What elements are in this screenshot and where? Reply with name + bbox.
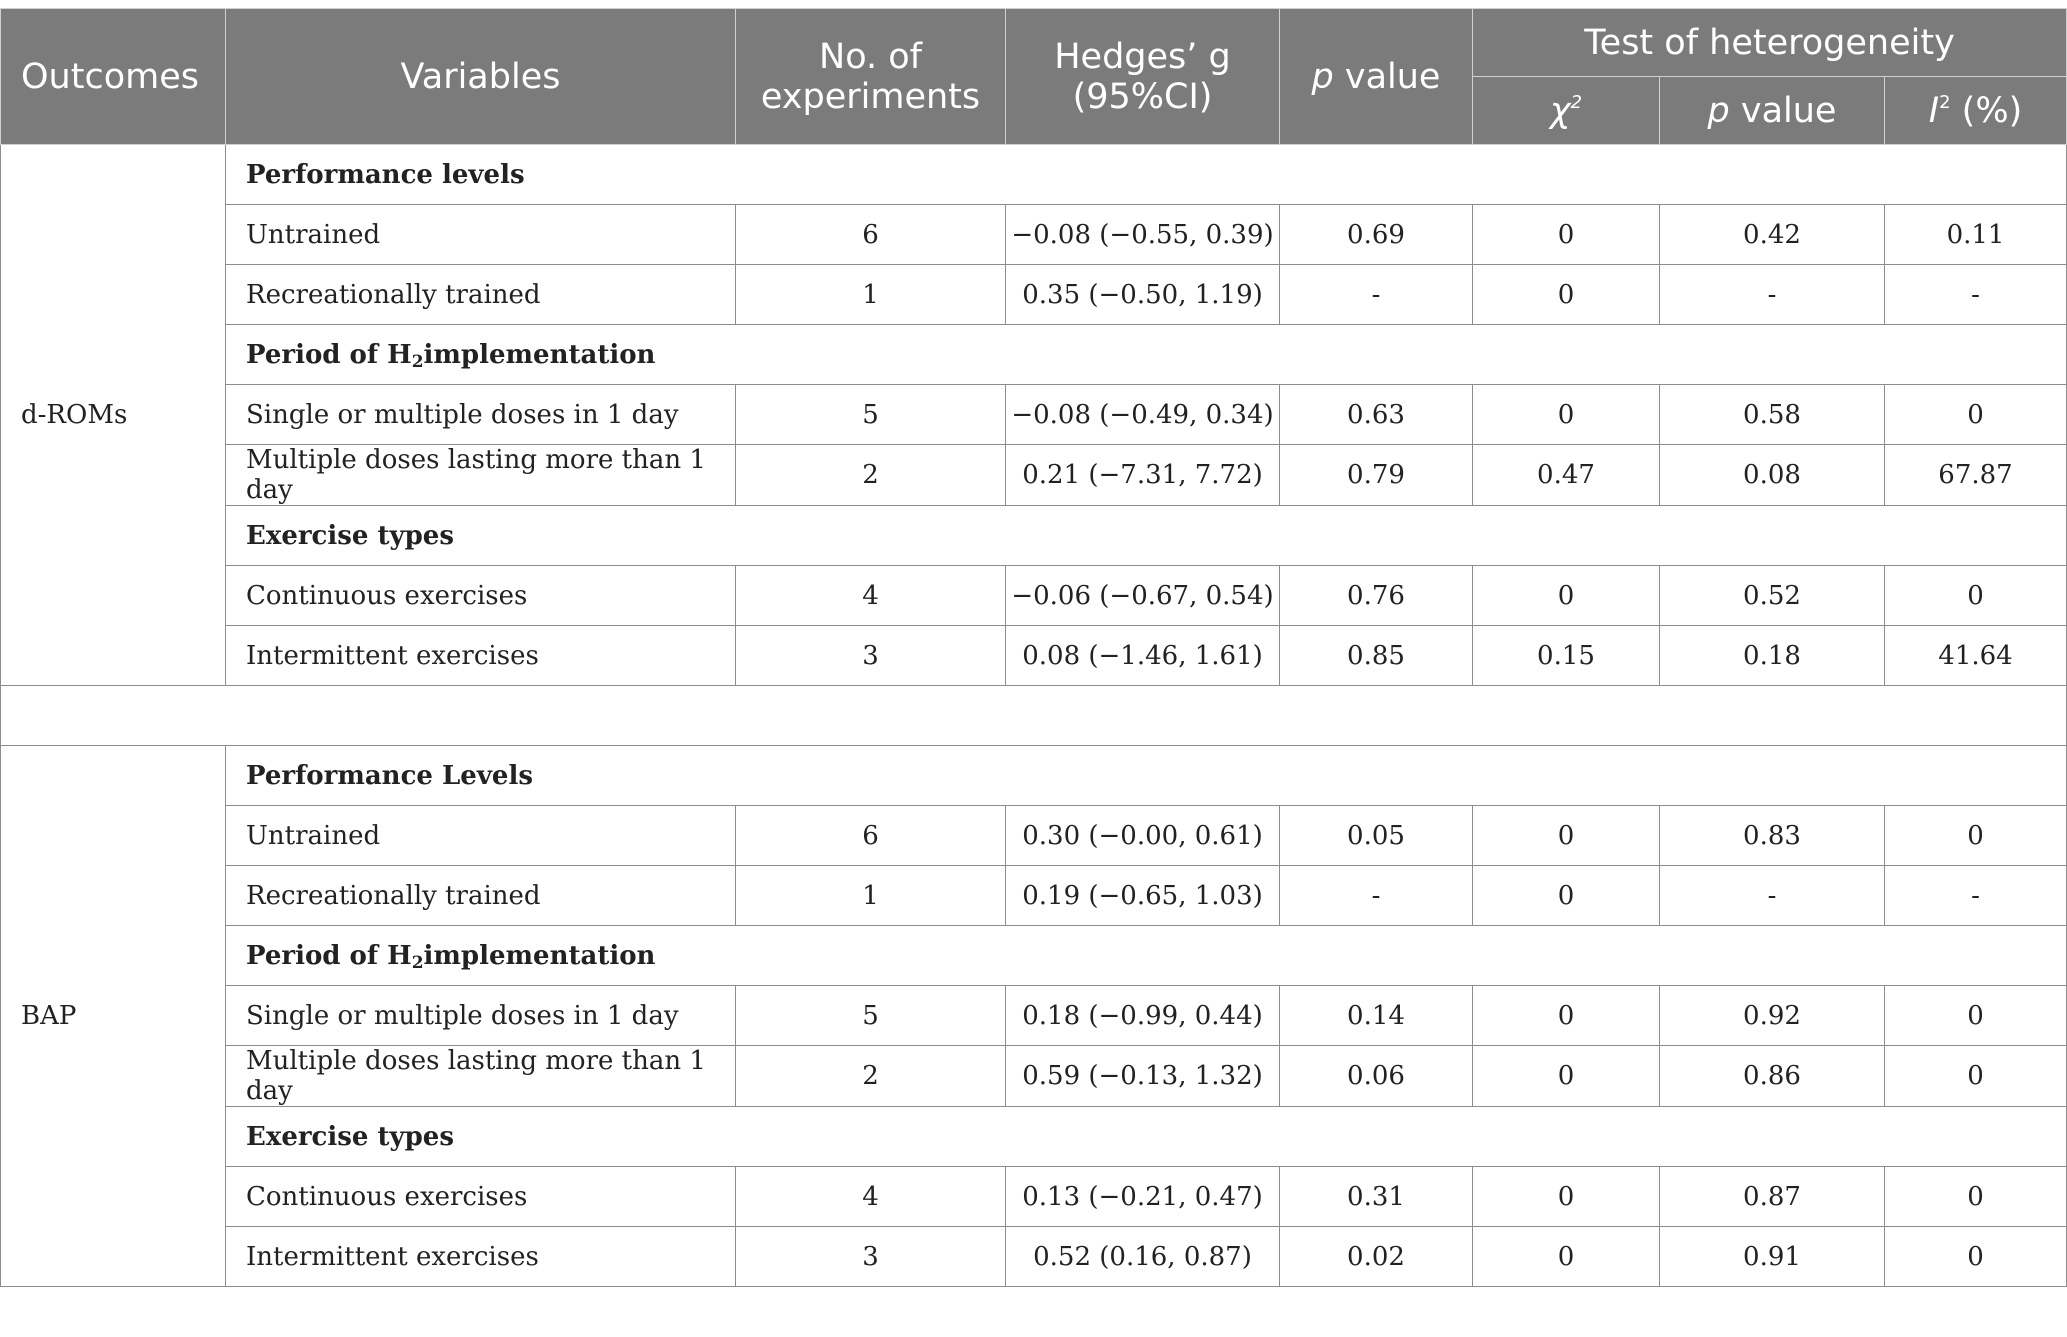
table-body — [1, 145, 2067, 1287]
header-p-suffix: value — [1333, 56, 1441, 97]
hedges-cell: 0.30 (−0.00, 0.61) — [1006, 806, 1280, 866]
header-p2-italic: p — [1707, 90, 1730, 131]
hedges-cell: 0.19 (−0.65, 1.03) — [1006, 866, 1280, 926]
het-p-value-cell: 0.83 — [1660, 806, 1885, 866]
results-table — [0, 8, 2067, 1287]
experiments-cell: 6 — [736, 806, 1006, 866]
variable-cell: Intermittent exercises — [226, 626, 736, 686]
outcome-label: d-ROMs — [1, 145, 226, 686]
p-value-cell: 0.31 — [1280, 1167, 1473, 1227]
experiments-cell: 4 — [736, 1167, 1006, 1227]
table-header — [1, 9, 2067, 145]
het-p-value-cell: 0.58 — [1660, 385, 1885, 445]
i-square-cell: 67.87 — [1885, 445, 2067, 506]
table-row — [1, 1227, 2067, 1287]
hedges-cell: 0.18 (−0.99, 0.44) — [1006, 986, 1280, 1046]
header-i2-base: I — [1928, 90, 1940, 131]
i-square-cell: 0 — [1885, 1227, 2067, 1287]
p-value-cell: 0.79 — [1280, 445, 1473, 506]
hedges-cell: 0.21 (−7.31, 7.72) — [1006, 445, 1280, 506]
het-p-value-cell: 0.52 — [1660, 566, 1885, 626]
group-title-post: implementation — [423, 940, 656, 971]
table-row — [1, 566, 2067, 626]
table-row — [1, 986, 2067, 1046]
group-title-sub: 2 — [411, 351, 424, 372]
table-row — [1, 806, 2067, 866]
p-value-cell: 0.06 — [1280, 1046, 1473, 1107]
header-variables: Variables — [226, 9, 736, 145]
p-value-cell: 0.85 — [1280, 626, 1473, 686]
het-p-value-cell: 0.42 — [1660, 205, 1885, 265]
variable-cell: Single or multiple doses in 1 day — [226, 385, 736, 445]
i-square-cell: 0 — [1885, 566, 2067, 626]
header-outcomes: Outcomes — [1, 9, 226, 145]
table-row — [1, 1167, 2067, 1227]
het-p-value-cell: 0.08 — [1660, 445, 1885, 506]
header-chi-base: χ — [1549, 90, 1571, 131]
hedges-cell: −0.08 (−0.49, 0.34) — [1006, 385, 1280, 445]
experiments-cell: 3 — [736, 1227, 1006, 1287]
het-p-value-cell: - — [1660, 265, 1885, 325]
header-chi-square — [1473, 77, 1660, 145]
variable-cell: Untrained — [226, 205, 736, 265]
i-square-cell: 0 — [1885, 385, 2067, 445]
chi-square-cell: 0.15 — [1473, 626, 1660, 686]
group-row — [1, 325, 2067, 385]
hedges-cell: 0.13 (−0.21, 0.47) — [1006, 1167, 1280, 1227]
header-i2-suffix: (%) — [1950, 90, 2023, 131]
experiments-cell: 4 — [736, 566, 1006, 626]
variable-cell: Multiple doses lasting more than 1 day — [226, 1046, 736, 1107]
i-square-cell: 0 — [1885, 986, 2067, 1046]
table-row — [1, 626, 2067, 686]
table-row — [1, 1046, 2067, 1107]
experiments-cell: 2 — [736, 445, 1006, 506]
hedges-cell: 0.08 (−1.46, 1.61) — [1006, 626, 1280, 686]
het-p-value-cell: 0.87 — [1660, 1167, 1885, 1227]
group-title — [226, 926, 2067, 986]
variable-cell: Single or multiple doses in 1 day — [226, 986, 736, 1046]
p-value-cell: 0.02 — [1280, 1227, 1473, 1287]
table-row — [1, 866, 2067, 926]
table-row — [1, 205, 2067, 265]
i-square-cell: 41.64 — [1885, 626, 2067, 686]
het-p-value-cell: 0.91 — [1660, 1227, 1885, 1287]
separator-row — [1, 686, 2067, 746]
group-title-pre: Period of H — [246, 940, 412, 971]
i-square-cell: 0 — [1885, 1167, 2067, 1227]
i-square-cell: - — [1885, 866, 2067, 926]
experiments-cell: 5 — [736, 385, 1006, 445]
group-title-sub: 2 — [411, 952, 424, 973]
table-row — [1, 445, 2067, 506]
group-title-pre: Period of H — [246, 339, 412, 370]
het-p-value-cell: 0.18 — [1660, 626, 1885, 686]
header-chi-sup: 2 — [1570, 91, 1583, 113]
group-row — [1, 1107, 2067, 1167]
experiments-cell: 2 — [736, 1046, 1006, 1107]
header-het-p-value — [1660, 77, 1885, 145]
het-p-value-cell: 0.86 — [1660, 1046, 1885, 1107]
group-title-post: implementation — [423, 339, 656, 370]
het-p-value-cell: 0.92 — [1660, 986, 1885, 1046]
i-square-cell: - — [1885, 265, 2067, 325]
p-value-cell: - — [1280, 265, 1473, 325]
experiments-cell: 6 — [736, 205, 1006, 265]
variable-cell: Multiple doses lasting more than 1 day — [226, 445, 736, 506]
p-value-cell: 0.05 — [1280, 806, 1473, 866]
hedges-cell: 0.59 (−0.13, 1.32) — [1006, 1046, 1280, 1107]
variable-cell: Intermittent exercises — [226, 1227, 736, 1287]
p-value-cell: 0.63 — [1280, 385, 1473, 445]
header-experiments: No. of experiments — [736, 9, 1006, 145]
variable-cell: Untrained — [226, 806, 736, 866]
experiments-cell: 1 — [736, 866, 1006, 926]
chi-square-cell: 0 — [1473, 1167, 1660, 1227]
chi-square-cell: 0 — [1473, 205, 1660, 265]
header-i2-sup: 2 — [1939, 91, 1951, 113]
table-container — [0, 8, 2067, 1287]
header-p-italic: p — [1311, 56, 1334, 97]
variable-cell: Continuous exercises — [226, 566, 736, 626]
hedges-cell: −0.06 (−0.67, 0.54) — [1006, 566, 1280, 626]
experiments-cell: 5 — [736, 986, 1006, 1046]
het-p-value-cell: - — [1660, 866, 1885, 926]
group-row — [1, 746, 2067, 806]
chi-square-cell: 0 — [1473, 866, 1660, 926]
group-row — [1, 145, 2067, 205]
table-row — [1, 385, 2067, 445]
group-title: Performance Levels — [226, 746, 2067, 806]
i-square-cell: 0.11 — [1885, 205, 2067, 265]
i-square-cell: 0 — [1885, 1046, 2067, 1107]
group-row — [1, 926, 2067, 986]
group-title: Exercise types — [226, 506, 2067, 566]
chi-square-cell: 0 — [1473, 385, 1660, 445]
p-value-cell: 0.14 — [1280, 986, 1473, 1046]
header-heterogeneity: Test of heterogeneity — [1473, 9, 2067, 77]
group-title: Performance levels — [226, 145, 2067, 205]
chi-square-cell: 0.47 — [1473, 445, 1660, 506]
experiments-cell: 1 — [736, 265, 1006, 325]
group-title: Exercise types — [226, 1107, 2067, 1167]
group-title — [226, 325, 2067, 385]
variable-cell: Continuous exercises — [226, 1167, 736, 1227]
hedges-cell: 0.35 (−0.50, 1.19) — [1006, 265, 1280, 325]
outcome-label: BAP — [1, 746, 226, 1287]
hedges-cell: 0.52 (0.16, 0.87) — [1006, 1227, 1280, 1287]
group-row — [1, 506, 2067, 566]
p-value-cell: - — [1280, 866, 1473, 926]
chi-square-cell: 0 — [1473, 1227, 1660, 1287]
i-square-cell: 0 — [1885, 806, 2067, 866]
chi-square-cell: 0 — [1473, 265, 1660, 325]
table-row — [1, 265, 2067, 325]
chi-square-cell: 0 — [1473, 566, 1660, 626]
header-p-value — [1280, 9, 1473, 145]
p-value-cell: 0.69 — [1280, 205, 1473, 265]
chi-square-cell: 0 — [1473, 1046, 1660, 1107]
p-value-cell: 0.76 — [1280, 566, 1473, 626]
variable-cell: Recreationally trained — [226, 265, 736, 325]
experiments-cell: 3 — [736, 626, 1006, 686]
header-i-square — [1885, 77, 2067, 145]
separator-cell — [1, 686, 2067, 746]
chi-square-cell: 0 — [1473, 986, 1660, 1046]
header-p2-suffix: value — [1729, 90, 1837, 131]
header-hedges-g: Hedges’ g (95%CI) — [1006, 9, 1280, 145]
hedges-cell: −0.08 (−0.55, 0.39) — [1006, 205, 1280, 265]
chi-square-cell: 0 — [1473, 806, 1660, 866]
variable-cell: Recreationally trained — [226, 866, 736, 926]
